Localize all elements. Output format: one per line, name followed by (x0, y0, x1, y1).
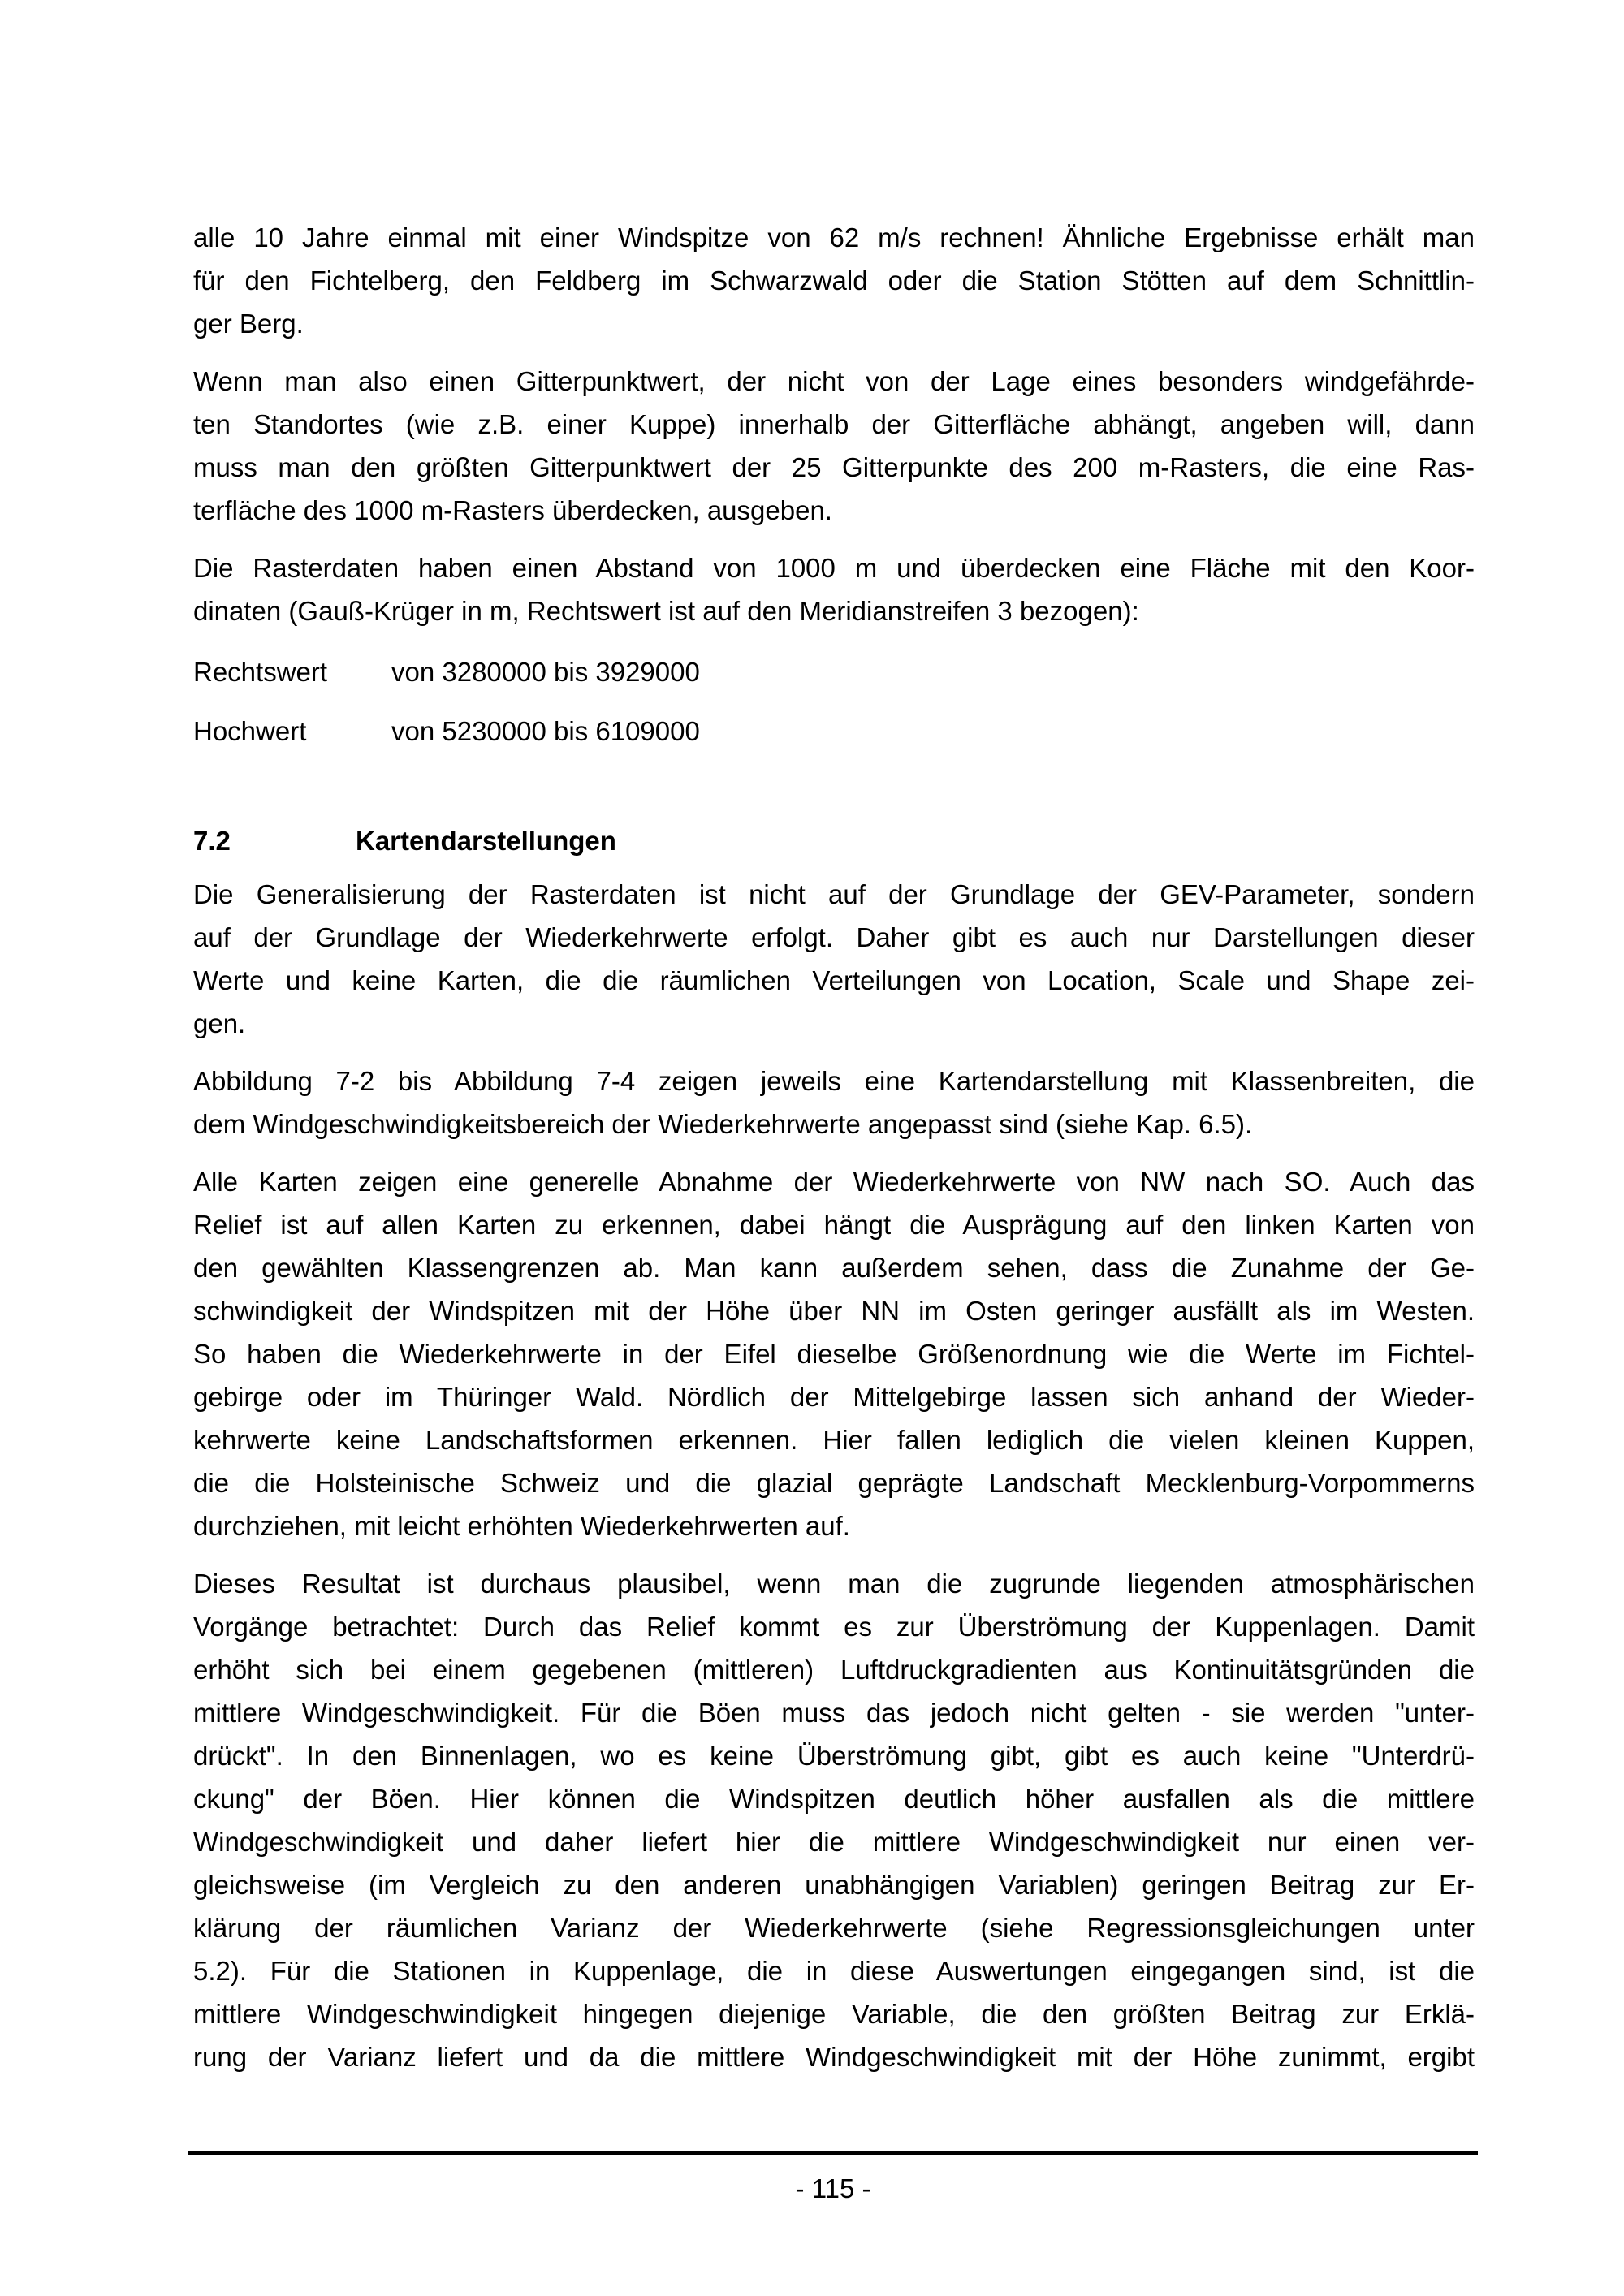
paragraph (193, 1060, 1475, 1146)
text-line: erhöht sich bei einem gegebenen (mittleren) Luftdruckgradienten aus Kontinuitätsgründen die (193, 1655, 1475, 1685)
coordinate-label: Hochwert (193, 716, 307, 746)
text-line: 5.2). Für die Stationen in Kuppenlage, die in diese Auswertungen eingegangen sind, ist die (193, 1956, 1475, 1986)
text-line: Abbildung 7-2 bis Abbildung 7-4 zeigen jeweils eine Kartendarstellung mit Klassenbreiten, die (193, 1066, 1475, 1096)
text-line: klärung der räumlichen Varianz der Wiederkehrwerte (siehe Regressionsgleichungen unter (193, 1913, 1475, 1943)
text-line: gen. (193, 1008, 246, 1038)
paragraph (193, 360, 1475, 532)
text-line: dem Windgeschwindigkeitsbereich der Wiederkehrwerte angepasst sind (siehe Kap. 6.5). (193, 1109, 1253, 1139)
paragraph (193, 216, 1475, 345)
coordinate-row-hochwert (193, 710, 1475, 753)
text-line: So haben die Wiederkehrwerte in der Eifel dieselbe Größenordnung wie die Werte im Fichtel- (193, 1339, 1475, 1369)
text-line: Werte und keine Karten, die die räumlichen Verteilungen von Location, Scale und Shape zei- (193, 965, 1475, 995)
coordinate-range: von 3280000 bis 3929000 (391, 657, 700, 687)
text-line: mittlere Windgeschwindigkeit hingegen diejenige Variable, die den größten Beitrag zur Erklä- (193, 1999, 1475, 2029)
text-line: Windgeschwindigkeit und daher liefert hier die mittlere Windgeschwindigkeit nur einen ver- (193, 1827, 1475, 1857)
text-line: gebirge oder im Thüringer Wald. Nördlich der Mittelgebirge lassen sich anhand der Wieder- (193, 1382, 1475, 1412)
text-line: terfläche des 1000 m-Rasters überdecken, ausgeben. (193, 495, 832, 525)
text-line: Dieses Resultat ist durchaus plausibel, wenn man die zugrunde liegenden atmosphärischen (193, 1569, 1475, 1599)
paragraph (193, 1562, 1475, 2078)
text-line: ger Berg. (193, 309, 304, 339)
text-line: Die Generalisierung der Rasterdaten ist nicht auf der Grundlage der GEV-Parameter, sondern (193, 879, 1475, 909)
coordinate-range: von 5230000 bis 6109000 (391, 716, 700, 746)
text-line: drückt". In den Binnenlagen, wo es keine Überströmung gibt, gibt es auch keine "Unterdrü- (193, 1741, 1475, 1771)
section-title: Kartendarstellungen (356, 826, 616, 856)
footer-divider (188, 2151, 1478, 2155)
paragraph (193, 1160, 1475, 1547)
text-line: für den Fichtelberg, den Feldberg im Schwarzwald oder die Station Stötten auf dem Schnittlin- (193, 265, 1475, 296)
section-number: 7.2 (193, 826, 231, 856)
text-line: Vorgänge betrachtet: Durch das Relief kommt es zur Überströmung der Kuppenlagen. Damit (193, 1612, 1475, 1642)
text-line: Alle Karten zeigen eine generelle Abnahme der Wiederkehrwerte von NW nach SO. Auch das (193, 1167, 1475, 1197)
intro-paragraphs (193, 216, 1475, 632)
text-line: Die Rasterdaten haben einen Abstand von 1000 m und überdecken eine Fläche mit den Koor- (193, 553, 1475, 583)
text-line: rung der Varianz liefert und da die mittlere Windgeschwindigkeit mit der Höhe zunimmt, ergibt (193, 2042, 1475, 2072)
text-line: kehrwerte keine Landschaftsformen erkennen. Hier fallen lediglich die vielen kleinen Kuppen, (193, 1425, 1475, 1455)
paragraph (193, 873, 1475, 1045)
text-line: schwindigkeit der Windspitzen mit der Höhe über NN im Osten geringer ausfällt als im Westen. (193, 1296, 1475, 1326)
section-heading (193, 819, 1475, 862)
text-line: mittlere Windgeschwindigkeit. Für die Böen muss das jedoch nicht gelten - sie werden "unter- (193, 1698, 1475, 1728)
text-line: alle 10 Jahre einmal mit einer Windspitze von 62 m/s rechnen! Ähnliche Ergebnisse erhält man (193, 222, 1475, 252)
text-line: gleichsweise (im Vergleich zu den anderen unabhängigen Variablen) geringen Beitrag zur Er- (193, 1870, 1475, 1900)
text-line: durchziehen, mit leicht erhöhten Wiederkehrwerten auf. (193, 1511, 850, 1541)
page-body (193, 216, 1475, 2078)
text-line: ten Standortes (wie z.B. einer Kuppe) innerhalb der Gitterfläche abhängt, angeben will, dann (193, 409, 1475, 439)
text-line: Relief ist auf allen Karten zu erkennen, dabei hängt die Ausprägung auf den linken Karten von (193, 1210, 1475, 1240)
text-line: dinaten (Gauß-Krüger in m, Rechtswert ist auf den Meridianstreifen 3 bezogen): (193, 596, 1139, 626)
page-number: - 115 - (795, 2173, 871, 2203)
text-line: auf der Grundlage der Wiederkehrwerte erfolgt. Daher gibt es auch nur Darstellungen dieser (193, 922, 1475, 952)
text-line: ckung" der Böen. Hier können die Windspitzen deutlich höher ausfallen als die mittlere (193, 1784, 1475, 1814)
coordinate-row-rechtswert (193, 650, 1475, 693)
paragraph (193, 546, 1475, 632)
text-line: die die Holsteinische Schweiz und die glazial geprägte Landschaft Mecklenburg-Vorpommerns (193, 1468, 1475, 1498)
text-line: den gewählten Klassengrenzen ab. Man kann außerdem sehen, dass die Zunahme der Ge- (193, 1253, 1475, 1283)
section-paragraphs (193, 873, 1475, 2078)
text-line: Wenn man also einen Gitterpunktwert, der nicht von der Lage eines besonders windgefährde- (193, 366, 1475, 396)
text-line: muss man den größten Gitterpunktwert der 25 Gitterpunkte des 200 m-Rasters, die eine Ras- (193, 452, 1475, 482)
coordinate-label: Rechtswert (193, 657, 328, 687)
